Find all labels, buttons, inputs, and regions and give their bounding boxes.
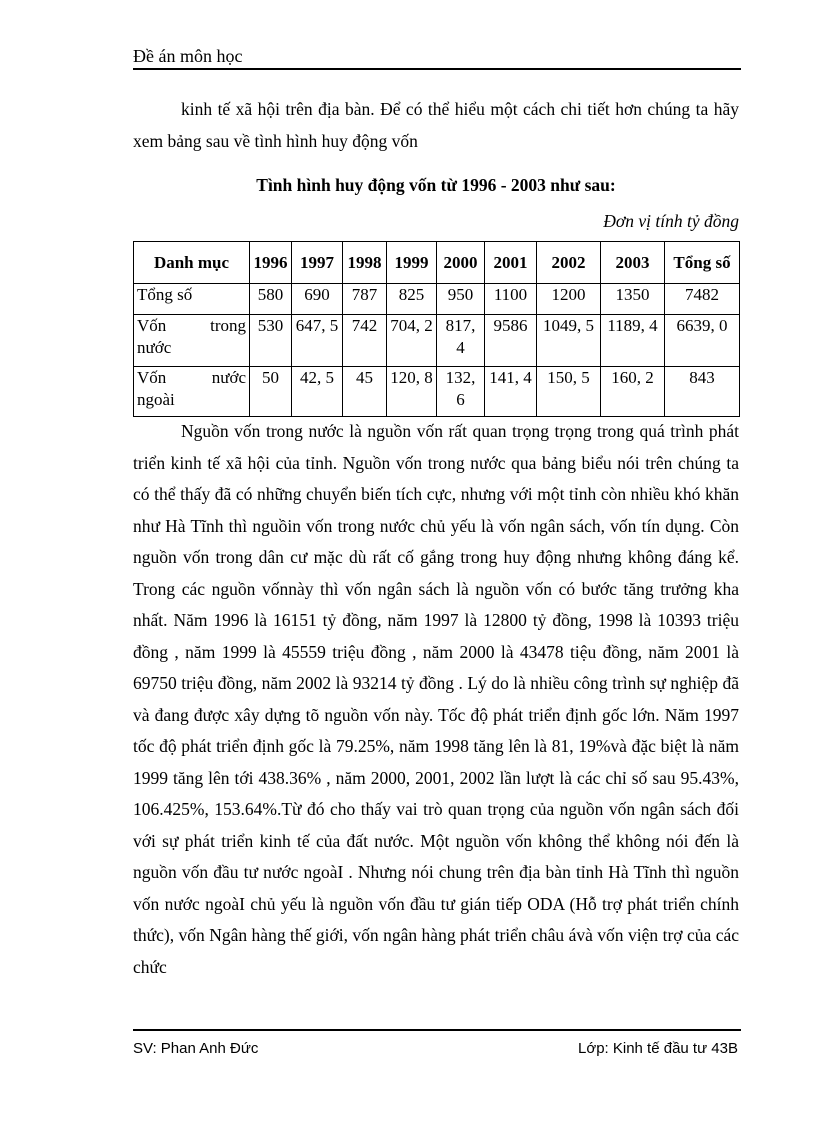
header-title: Đề án môn học: [133, 46, 243, 66]
row-label: Vốn nước ngoài: [134, 367, 250, 417]
table-cell: 950: [437, 284, 485, 315]
footer-class: Lớp: Kinh tế đầu tư 43B: [578, 1040, 738, 1057]
table-cell: 1200: [537, 284, 601, 315]
table-cell: 120, 8: [387, 367, 437, 417]
table-cell: 530: [250, 315, 292, 367]
capital-table: [133, 241, 740, 417]
footer-student: SV: Phan Anh Đức: [133, 1040, 259, 1057]
header-cell: 1998: [343, 242, 387, 284]
table-header-row: [134, 242, 740, 284]
table-row: [134, 315, 740, 367]
table-cell: 42, 5: [292, 367, 343, 417]
table-cell: 704, 2: [387, 315, 437, 367]
header-cell: 2002: [537, 242, 601, 284]
row-label: Tổng số: [134, 284, 250, 315]
table-cell: 160, 2: [601, 367, 665, 417]
table-row: [134, 284, 740, 315]
header-cell: 2001: [485, 242, 537, 284]
header-cell: Tổng số: [665, 242, 740, 284]
table-cell: 141, 4: [485, 367, 537, 417]
intro-paragraph: kinh tế xã hội trên địa bàn. Để có thể hiểu một cách chi tiết hơn chúng ta hãy xem bảng sau về tình hình huy động vốn: [133, 99, 739, 151]
table-cell: 150, 5: [537, 367, 601, 417]
table-cell: 742: [343, 315, 387, 367]
header-rule: [133, 68, 741, 70]
header-cell: Danh mục: [134, 242, 250, 284]
header-cell: 1999: [387, 242, 437, 284]
table-cell: 6639, 0: [665, 315, 740, 367]
header-cell: 1996: [250, 242, 292, 284]
table-cell: 690: [292, 284, 343, 315]
table-row: [134, 367, 740, 417]
table-unit: Đơn vị tính tỷ đồng: [603, 211, 739, 231]
table-cell: 787: [343, 284, 387, 315]
table-cell: 817, 4: [437, 315, 485, 367]
body-paragraph: Nguồn vốn trong nước là nguồn vốn rất quan trọng trọng trong quá trình phát triển kinh tế xã hội của tỉnh. Nguồn vốn trong nước qua bảng biểu nói trên chúng ta có thể thấy đã có những chuyển biến tích cực, nhưng với một tỉnh còn nhiều khó khăn như Hà Tĩnh thì nguồin vốn trong nước chủ yếu là vốn ngân sách, vốn tín dụng. Còn nguồn vốn trong dân cư mặc dù rất cố gắng trong huy động nhưng không đáng kể. Trong các nguồn vốnnày thì vốn ngân sách là nguồn vốn có bước tăng trưởng kha nhất. Năm 1996 là 16151 tỷ đồng, năm 1997 là 12800 tỷ đồng, 1998 là 10393 triệu đồng , năm 1999 là 45559 triệu đồng , năm 2000 là 43478 tiệu đồng, năm 2001 là 69750 triệu đồng, năm 2002 là 93214 tỷ đồng . Lý do là nhiều công trình sự nghiệp đã và đang được xây dựng tõ nguồn vốn này. Tốc độ phát triển định gốc lớn. Năm 1997 tốc độ phát triển định gốc là 79.25%, năm 1998 tăng lên là 81, 19%và đặc biệt là năm 1999 tăng lên tới 438.36% , năm 2000, 2001, 2002 lần lượt là các chỉ số sau 95.43%, 106.425%, 153.64%.Từ đó cho thấy vai trò quan trọng của nguồn vốn ngân sách đối với sự phát triển kinh tế của đất nước. Một nguồn vốn không thể không nói đến là nguồn vốn đầu tư nước ngoàI . Nhưng nói chung trên địa bàn tỉnh Hà Tĩnh thì nguồn vốn nước ngoàI chủ yếu là nguồn vốn đầu tư gián tiếp ODA (Hỗ trợ phát triển chính thức), vốn Ngân hàng thế giới, vốn ngân hàng phát triển châu ávà vốn viện trợ của các chức: [133, 421, 739, 977]
table-cell: 7482: [665, 284, 740, 315]
table-cell: 1049, 5: [537, 315, 601, 367]
table-cell: 45: [343, 367, 387, 417]
row-label: Vốn trong nước: [134, 315, 250, 367]
footer-rule: [133, 1029, 741, 1031]
table-cell: 9586: [485, 315, 537, 367]
table-cell: 647, 5: [292, 315, 343, 367]
header-cell: 2003: [601, 242, 665, 284]
table-cell: 843: [665, 367, 740, 417]
table-cell: 825: [387, 284, 437, 315]
header-cell: 2000: [437, 242, 485, 284]
table-cell: 132, 6: [437, 367, 485, 417]
table-cell: 1100: [485, 284, 537, 315]
table-cell: 1350: [601, 284, 665, 315]
table-title: Tình hình huy động vốn từ 1996 - 2003 như sau:: [256, 175, 616, 195]
table-cell: 1189, 4: [601, 315, 665, 367]
table-cell: 580: [250, 284, 292, 315]
table-cell: 50: [250, 367, 292, 417]
header-cell: 1997: [292, 242, 343, 284]
